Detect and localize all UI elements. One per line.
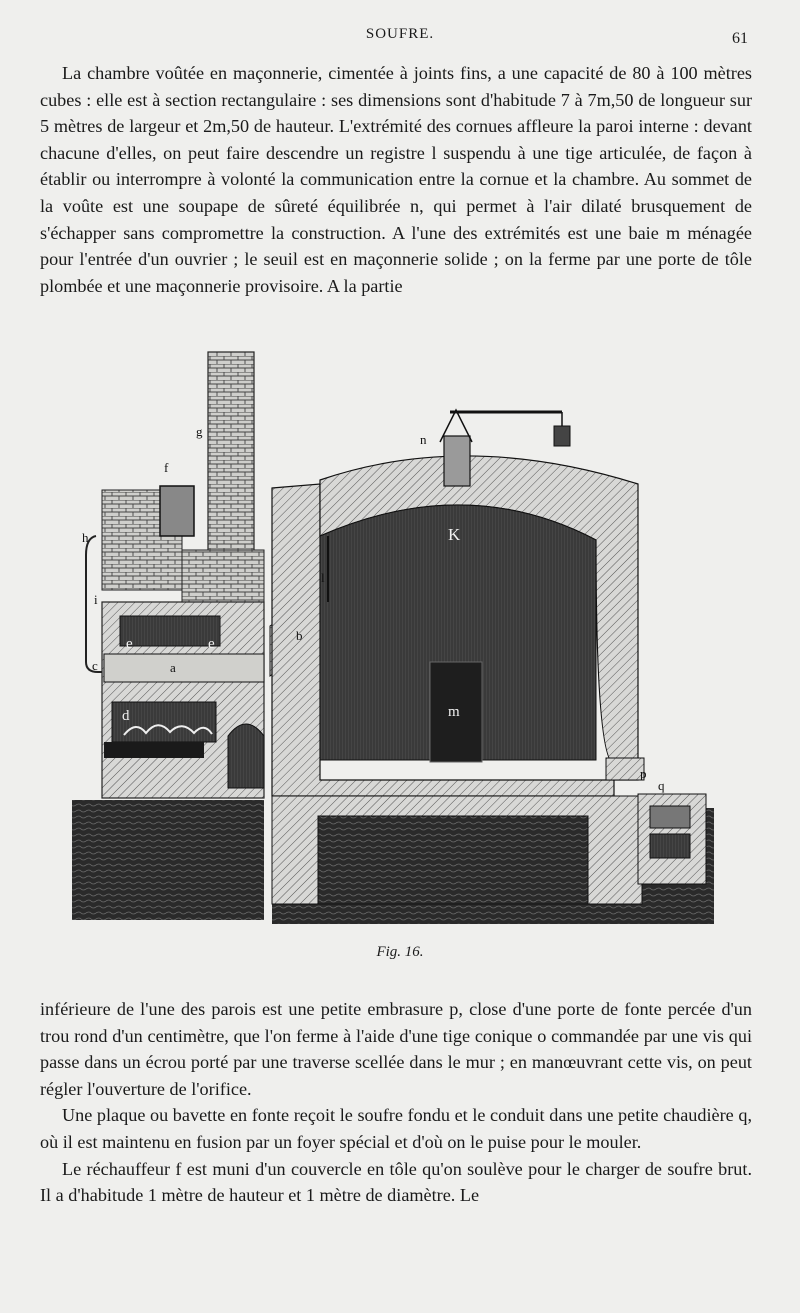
paragraph: inférieure de l'une des parois est une petite embrasure p, close d'une porte de fonte percée d'un trou rond d'un centimètre, que l'on ferme à l'aide d'une tige conique o commandée par une vis qui passe dans un écrou porté par une traverse scellée dans le mur ; en manœuvrant cette vis, on peut régler l'ouverture de l'orifice. (40, 999, 752, 1099)
text-block-bottom (40, 996, 752, 1209)
ashpit (104, 742, 204, 758)
figure-caption: Fig. 16. (376, 944, 424, 960)
paragraph: Une plaque ou bavette en fonte reçoit le soufre fondu et le conduit dans une petite chaudière q, où il est maintenu en fusion par un foyer spécial et d'où on le puise pour le mouler. (40, 1105, 752, 1152)
page-number: 61 (732, 30, 748, 47)
safety-valve-n (444, 436, 470, 486)
running-title: SOUFRE. (365, 26, 435, 42)
furnace-illustration (66, 340, 720, 930)
foundation-cellar (318, 816, 588, 904)
running-head (0, 26, 800, 48)
label-b: b (296, 628, 303, 643)
label-f: f (164, 460, 169, 475)
embrasure-p (606, 758, 644, 780)
label-d: d (122, 708, 130, 724)
label-a: a (170, 660, 176, 675)
valve-weight (554, 426, 570, 446)
paragraph: Le réchauffeur f est muni d'un couvercle en tôle qu'on soulève pour le charger de soufre brut. Il a d'habitude 1 mètre de hauteur et 1 mètre de diamètre. Le (40, 1158, 752, 1206)
cauldron-q (650, 806, 690, 828)
label-i: i (94, 592, 98, 607)
retort-a (104, 654, 264, 682)
label-m: m (448, 704, 460, 720)
label-g: g (196, 424, 203, 439)
channel-e (120, 616, 220, 646)
label-K: K (448, 525, 461, 544)
flue-masonry (182, 550, 264, 610)
chimney (208, 352, 254, 567)
paragraph: La chambre voûtée en maçonnerie, cimentée à joints fins, a une capacité de 80 à 100 mètres cubes : elle est à section rectangulaire : ses dimensions sont d'habitude 7 à 7m,50 de longueur sur 5 mètres de largeur et 2m,50 de hauteur. L'extrémité des cornues affleure la paroi interne : devant chacune d'elles, on peut faire descendre un registre l suspendu à une tige articulée, de façon à établir ou interrompre à volonté la communication entre la cornue et la chambre. Au sommet de la voûte est une soupape de sûreté équilibrée n, qui permet à l'air dilaté brusquement de s'échapper sans compromettre la construction. A l'une des extrémités est une baie m ménagée pour l'entrée d'un ouvrier ; le seuil est en maçonnerie solide ; on la ferme par une porte de tôle plombée et une maçonnerie provisoire. A la partie (40, 63, 752, 296)
label-n: n (420, 432, 427, 447)
label-p: p (640, 766, 647, 781)
reheater-vessel (160, 486, 194, 536)
label-h: h (82, 530, 89, 545)
label-q: q (658, 778, 665, 793)
ground-left (72, 800, 264, 920)
furnace-figure (66, 340, 720, 930)
arch-opening (228, 724, 264, 788)
label-c: c (92, 658, 98, 673)
cauldron-fire (650, 834, 690, 858)
label-e-right: e (208, 636, 215, 652)
label-e-left: e (126, 636, 133, 652)
label-l: l (321, 570, 325, 585)
text-block-top (40, 60, 752, 299)
